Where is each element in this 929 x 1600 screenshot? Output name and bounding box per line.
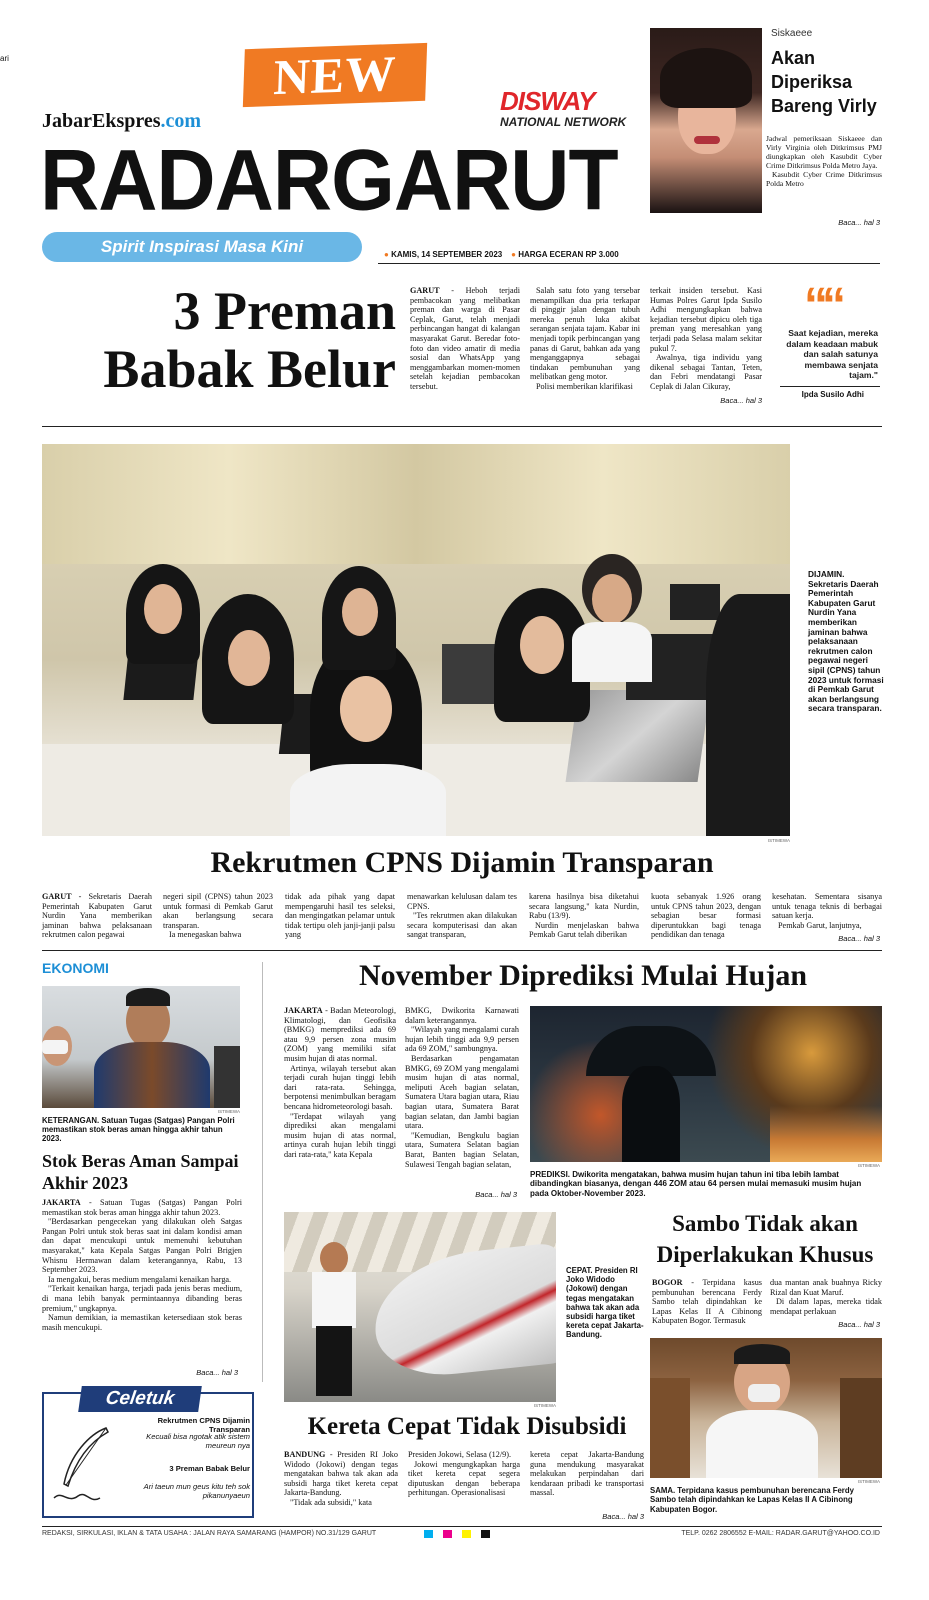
- kereta-photo-credit: ISTIMEWA: [533, 1403, 556, 1408]
- cpns-col4: menawarkan kelulusan dalam tes CPNS. "Tes rekrutmen akan dilakukan secara komputerisasi dan akan sangat transparan,: [407, 892, 517, 940]
- kereta-caption: CEPAT. Presiden RI Joko Widodo (Jokowi) dengan tegas mengatakan bahwa tak akan ada subsidi harga tiket kereta cepat Jakarta-Bandung.: [566, 1266, 644, 1340]
- lead-col2: Salah satu foto yang tersebar menampilkan dua pria terkapar di pinggir jalan dengan tubuh mereka penuh luka akibat serangan senjata tajam. Kabar ini menjadi topik perbincangan yang panas di Garut, bahkan ada yang menganggapnya sebagai tindakan pembunuhan yang melibatkan geng motor. Polisi memberikan klarifikasi: [530, 286, 640, 391]
- ekonomi-body: JAKARTA - Satuan Tugas (Satgas) Pangan Polri memastikan stok beras aman hingga akhir tahun 2023. "Berdasarkan pengecekan yang dilakukan oleh Satgas Pangan Polri untuk stok beras saat ini dalam kondisi aman dan dapat mencukupi untuk memenuhi kebutuhan masyarakat," kata Kepala Satgas Pangan Polri Brigjen Whisnu Hermawan dalam keterangannya, Rabu, 13 September 2023. Ia mengakui, beras medium mengalami kenaikan harga. "Terkait kenaikan harga, terjadi pada jenis beras medium, di mana lebih banyak permintaannya dibanding beras premium," ungkapnya. Namun demikian, ia memastikan ketersediaan stok beras masih mencukupi.: [42, 1198, 242, 1332]
- cpns-caption: DIJAMIN. Sekretaris Daerah Pemerintah Kabupaten Garut Nurdin Yana memberikan jaminan bahwa pelaksanaan rekrutmen calon pegawai negeri sipil (CPNS) tahun 2023 untuk formasi di Pemkab Garut akan berlangsung secara transparan.: [808, 569, 884, 714]
- ekonomi-photo-credit: ISTIMEWA: [217, 1109, 240, 1114]
- lead-headline[interactable]: [44, 282, 396, 398]
- lead-col1: GARUT - Heboh terjadi pembacokan yang melibatkan preman dan warga di Pasar Ceplak, Garut, telah menjadi perbincangan hangat di kalangan masyarakat Garut. Beredar foto-foto dan video amatir di media sosial dan WhatsApp yang menggambarkan momen-momen setelah kejadian pembacokan tersebut.: [410, 286, 520, 391]
- hujan-headline[interactable]: November Diprediksi Mulai Hujan: [358, 959, 808, 992]
- website-suffix: .com: [160, 110, 202, 132]
- lead-headline-line1: 3 Preman: [173, 281, 396, 341]
- ekonomi-continue[interactable]: Baca... hal 3: [196, 1368, 238, 1377]
- kereta-photo: [284, 1212, 556, 1402]
- lead-col3: terkait insiden tersebut. Kasi Humas Polres Garut Ipda Susilo Adhi mengungkapkan bahwa kejadian tersebut dipicu oleh tiga preman yang meresahkan yang terjadi pada Selasa malam sekitar pukul 7. Awalnya, tiga individu yang dikenal sebagai Tantan, Teten, dan Febri mendatangi Pasar Ceplak di Jalan Cikuray,: [650, 286, 762, 391]
- footer-contact: TELP. 0262 2806552 E-MAIL: RADAR.GARUT@YAHOO.CO.ID: [681, 1530, 880, 1537]
- quote-rule: [780, 386, 880, 387]
- siskaeee-photo: [650, 28, 762, 213]
- color-register-bar: [424, 1530, 490, 1538]
- sidebar-body: Jadwal pemeriksaan Siskaeee dan Virly Virginia oleh Ditkrimsus PMJ diungkapkan oleh Kasubdit Cyber Crime Ditkrimsus Polda Metro Jaya. Kasubdit Cyber Crime Ditkrimsus Polda Metro: [766, 134, 882, 188]
- sambo-caption: SAMA. Terpidana kasus pembunuhan berencana Ferdy Sambo telah dipindahkan ke Lapas Kelas II A Cibinong Kabupaten Bogor.: [650, 1486, 854, 1514]
- quill-icon: [50, 1424, 112, 1510]
- sambo-col1: BOGOR - Terpidana kasus pembunuhan berencana Ferdy Sambo telah dipindahkan ke Lapas Kelas II A Cibinong Kabupaten Bogor. Termasuk: [652, 1278, 762, 1326]
- sidebar-kicker: Siskaeee: [771, 28, 813, 39]
- network-label: NATIONAL NETWORK: [500, 115, 627, 129]
- ekonomi-label: EKONOMI: [42, 960, 109, 976]
- cpns-continue[interactable]: Baca... hal 3: [838, 934, 880, 943]
- sambo-photo-credit: ISTIMEWA: [857, 1479, 880, 1484]
- lead-headline-line2: Babak Belur: [103, 339, 396, 399]
- sambo-headline-line1: Sambo Tidak akan: [672, 1211, 858, 1236]
- paper-name: RADARGARUT: [40, 132, 618, 229]
- celetuk-item1-title: Rekrutmen CPNS Dijamin Transparan: [157, 1416, 250, 1434]
- hujan-continue[interactable]: Baca... hal 3: [475, 1190, 517, 1199]
- cpns-col7: kesehatan. Sementara sisanya untuk tenaga teknis di berbagai satuan kerja. Pemkab Garut, lanjutnya,: [772, 892, 882, 930]
- cpns-photo: [42, 444, 790, 836]
- cpns-col5: karena hasilnya bisa diketahui secara langsung," kata Nurdin, Rabu (13/9). Nurdin menjelaskan bahwa Pemkab Garut telah diberikan: [529, 892, 639, 940]
- column-divider: [262, 962, 263, 1382]
- sidebar-continue[interactable]: Baca... hal 3: [838, 218, 880, 227]
- quote-mark: ““: [804, 279, 840, 332]
- section-rule-1: [42, 426, 882, 427]
- hujan-photo-credit: ISTIMEWA: [857, 1163, 880, 1168]
- celetuk-box: [42, 1388, 254, 1518]
- pull-quote: Saat kejadian, mereka dalam keadaan mabuk dan salah satunya membawa senjata tajam.": [786, 328, 878, 380]
- cpns-headline[interactable]: Rekrutmen CPNS Dijamin Transparan: [210, 846, 714, 879]
- cpns-col1: GARUT - Sekretaris Daerah Pemerintah Kabupaten Garut Nurdin Yana memberikan jaminan bahwa pelaksanaan rekrutmen calon pegawai: [42, 892, 152, 940]
- cpns-photo-credit: ISTIMEWA: [767, 838, 790, 843]
- footer-rule: [42, 1526, 882, 1527]
- celetuk-title: Celetuk: [78, 1386, 202, 1412]
- sambo-photo: [650, 1338, 882, 1478]
- ekonomi-headline[interactable]: Stok Beras Aman Sampai Akhir 2023: [42, 1151, 239, 1193]
- cpns-col2: negeri sipil (CPNS) tahun 2023 untuk formasi di Pemkab Garut akan berlangsung secara transparan. Ia menegaskan bahwa: [163, 892, 273, 940]
- sambo-col2: dua mantan anak buahnya Ricky Rizal dan Kuat Maruf. Di dalam lapas, mereka tidak mendapat perlakuan: [770, 1278, 882, 1316]
- cpns-col3: tidak ada pihak yang dapat mempengaruhi hasil tes seleksi, dan mengingatkan pelamar untuk tidak tertipu oleh janji-janji palsu yang: [285, 892, 395, 940]
- kereta-continue[interactable]: Baca... hal 3: [602, 1512, 644, 1521]
- kereta-col2: Presiden Jokowi, Selasa (12/9). Jokowi mengungkapkan harga tiket kereta cepat segera diputuskan dengan beberapa perhitungan. Operasionalisasi: [408, 1450, 520, 1498]
- kereta-headline[interactable]: Kereta Cepat Tidak Disubsidi: [307, 1413, 627, 1440]
- tagline: Spirit Inspirasi Masa Kini: [42, 232, 362, 262]
- ekonomi-photo: [42, 986, 240, 1108]
- masthead-rule: [378, 263, 880, 264]
- cpns-col6: kuota sebanyak 1.926 orang untuk CPNS tahun 2023, dengan sebagian besar formasi diperuntukkan bagi tenaga pendidikan dan tenaga: [651, 892, 761, 940]
- celetuk-item2-title: 3 Preman Babak Belur: [169, 1464, 250, 1473]
- sambo-headline-line2: Diperlakukan Khusus: [656, 1242, 874, 1267]
- website[interactable]: [42, 110, 201, 133]
- corner-mark: ari: [0, 54, 9, 63]
- sambo-continue[interactable]: Baca... hal 3: [838, 1320, 880, 1329]
- footer-address: REDAKSI, SIRKULASI, IKLAN & TATA USAHA : JALAN RAYA SAMARANG (HAMPOR) NO.31/129 GARUT: [42, 1530, 377, 1537]
- kereta-col3: kereta cepat Jakarta-Bandung guna mendukung masyarakat melakukan perpindahan dari kendaraan pribadi ke transportasi massal.: [530, 1450, 644, 1498]
- sidebar-headline[interactable]: Akan Diperiksa Bareng Virly: [771, 48, 877, 116]
- kereta-col1: BANDUNG - Presiden RI Joko Widodo (Jokowi) dengan tegas mengatakan bahwa tak akan ada subsidi harga tiket kereta cepat Jakarta-Bandung. "Tidak ada subsidi," kata: [284, 1450, 398, 1507]
- issue-price: HARGA ECERAN RP 3.000: [518, 250, 619, 259]
- section-rule-2: [42, 950, 882, 951]
- celetuk-item1-quip: Kecuali bisa ngotak atik sistem meureun nya: [146, 1432, 250, 1450]
- quote-source: Ipda Susilo Adhi: [801, 390, 864, 399]
- new-badge: NEW: [243, 43, 427, 107]
- sambo-headline[interactable]: [650, 1208, 880, 1270]
- hujan-photo: [530, 1006, 882, 1162]
- disway-logo: DISWAY: [500, 86, 595, 116]
- issue-date: KAMIS, 14 SEPTEMBER 2023: [391, 250, 503, 259]
- lead-continue[interactable]: Baca... hal 3: [720, 396, 762, 405]
- hujan-col1: JAKARTA - Badan Meteorologi, Klimatologi, dan Geofisika (BMKG) memprediksi ada 69 atau 9,9 persen zona musim (ZOM) yang memiliki sifat musim hujan di atas normal. Artinya, wilayah tersebut akan terjadi curah hujan tinggi lebih dari rata-rata. Sehingga, berpotensi menimbulkan beragam bencana hidrometeorologi basah. "Terdapat wilayah yang diprediksi akan mengalami musim hujan di atas normal, artinya curah hujan lebih tinggi dari rata-rata," kata Kepala: [284, 1006, 396, 1159]
- hujan-col2: BMKG, Dwikorita Karnawati dalam keterangannya. "Wilayah yang mengalami curah hujan lebih tinggi ada 9,9 persen ada 69 ZOM," sambungnya. Berdasarkan pengamatan BMKG, 69 ZOM yang mengalami musim hujan di atas normal, meliputi Aceh bagian selatan, Sumatera Utara bagian utara, Riau bagian utara, Sumatera Barat bagian selatan, dan Jambi bagian utara. "Kemudian, Bengkulu bagian utara, Sumatera Selatan bagian Barat, Banten bagian Selatan, Sulawesi Tengah bagian selatan,: [405, 1006, 519, 1169]
- date-line: ● KAMIS, 14 SEPTEMBER 2023 ● HARGA ECERAN RP 3.000: [384, 250, 619, 259]
- hujan-caption: PREDIKSI. Dwikorita mengatakan, bahwa musim hujan tahun ini tiba lebih lambat dibandingkan biasanya, dengan 446 ZOM atau 64 persen mulai memasuki musim hujan pada Oktober-November 2023.: [530, 1170, 862, 1198]
- website-prefix: JabarEkspres: [42, 110, 161, 132]
- ekonomi-caption: KETERANGAN. Satuan Tugas (Satgas) Pangan Polri memastikan stok beras aman hingga akhir tahun 2023.: [42, 1116, 235, 1143]
- celetuk-item2-quip: Ari taeun mun geus kitu teh sok pikanunyaeun: [143, 1482, 250, 1500]
